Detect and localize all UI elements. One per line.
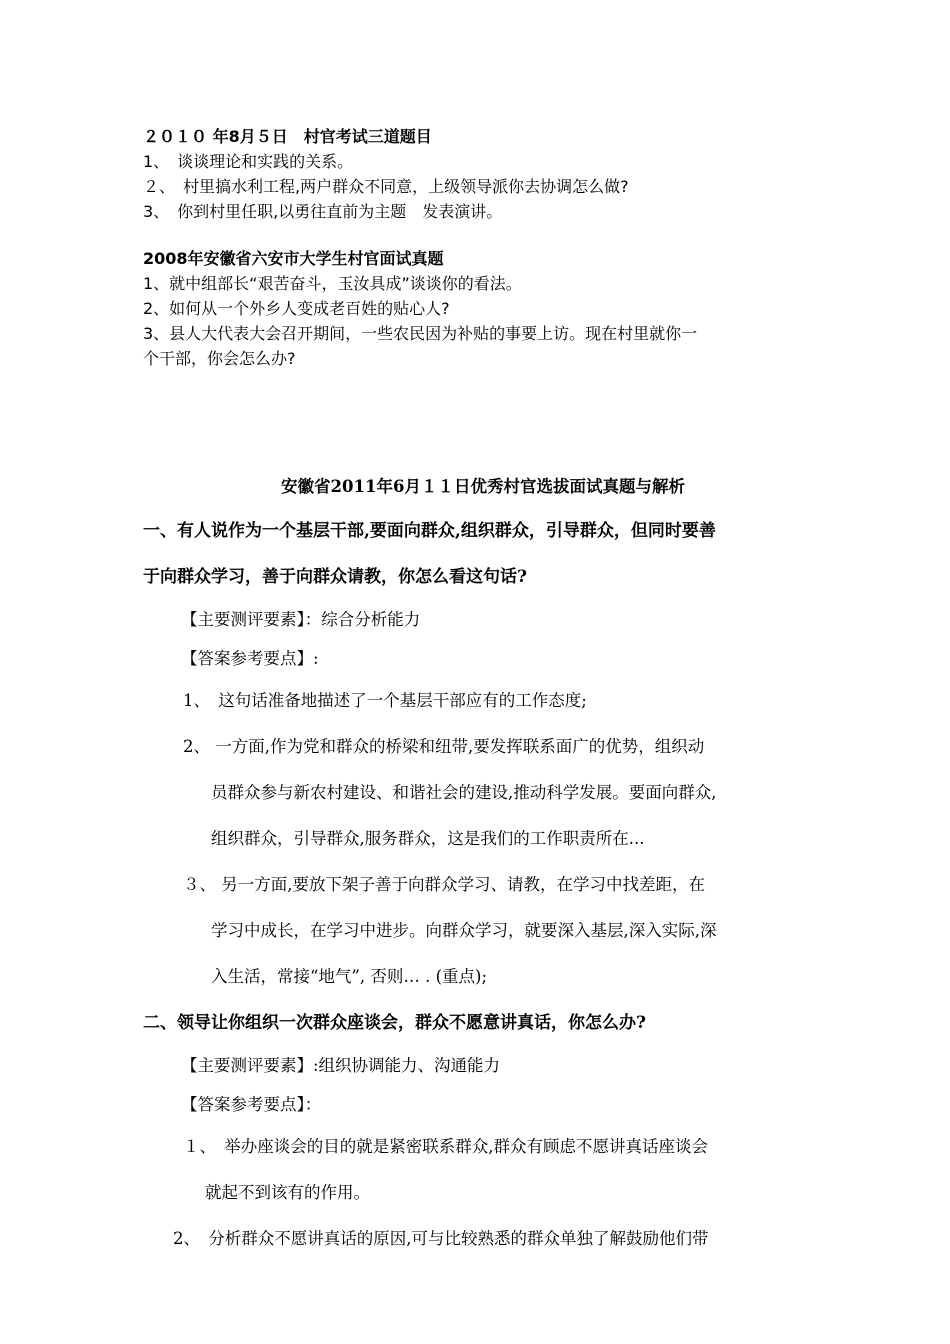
question-line: 一、有人说作为一个基层干部,要面向群众,组织群众，引导群众，但同时要善 <box>143 521 716 541</box>
question-line: 二、领导让你组织一次群众座谈会，群众不愿意讲真话，你怎么办? <box>143 1013 646 1033</box>
list-item: 1、 谈谈理论和实践的关系。 <box>143 152 354 171</box>
spacer <box>143 224 823 246</box>
section-title-2010: ２０１０ 年8月５日 村官考试三道题目 <box>143 127 432 146</box>
question-line: 于向群众学习，善于向群众请教，你怎么看这句话? <box>143 567 527 587</box>
exam-topics-section <box>143 124 823 371</box>
list-item: ２、 村里搞水利工程,两户群众不同意，上级领导派你去协调怎么做? <box>143 177 629 196</box>
section-title-2011: 安徽省2011年6月１１日优秀村官选拔面试真题与解析 <box>281 477 685 496</box>
list-item: 2、如何从一个外乡人变成老百姓的贴心人? <box>143 299 450 318</box>
answer-label: 【答案参考要点】： <box>181 1095 322 1114</box>
evaluation-factor: 【主要测评要素】：综合分析能力 <box>181 610 421 629</box>
answer-point: 2、 一方面,作为党和群众的桥梁和纽带,要发挥联系面广的优势，组织动 员群众参与新农村建设、和谐社会的建设,推动科学发展。要面向群众, 组织群众，引导群众,服务群众，这是我们的工作职责所在... <box>183 737 717 848</box>
answer-label: 【答案参考要点】: <box>181 649 319 668</box>
list-item: 3、 你到村里任职,以勇往直前为主题 发表演讲。 <box>143 202 503 221</box>
answer-point: １、 举办座谈会的目的就是紧密联系群众,群众有顾虑不愿讲真话座谈会 就起不到该有的作用。 <box>183 1137 708 1202</box>
list-item: 1、就中组部长“艰苦奋斗，玉汝具成”谈谈你的看法。 <box>143 274 522 293</box>
question-2 <box>143 1000 823 1046</box>
section-title-2008: 2008年安徽省六安市大学生村官面试真题 <box>143 249 444 268</box>
interview-analysis-section <box>143 472 823 1262</box>
list-item: 3、县人大代表大会召开期间，一些农民因为补贴的事要上访。现在村里就你一 <box>143 324 698 343</box>
evaluation-factor: 【主要测评要素】:组织协调能力、沟通能力 <box>181 1056 501 1075</box>
question-1 <box>143 508 823 600</box>
answer-point: 2、 分析群众不愿讲真话的原因,可与比较熟悉的群众单独了解鼓励他们带 <box>173 1229 709 1248</box>
list-item: 个干部，你会怎么办? <box>143 349 296 368</box>
answer-point: 1、 这句话准备地描述了一个基层干部应有的工作态度; <box>183 691 587 710</box>
answer-point: ３、 另一方面,要放下架子善于向群众学习、请教，在学习中找差距，在 学习中成长，在学习中进步。向群众学习，就要深入基层,深入实际,深 入生活，常接“地气”, 否则… . (重点); <box>183 875 717 986</box>
